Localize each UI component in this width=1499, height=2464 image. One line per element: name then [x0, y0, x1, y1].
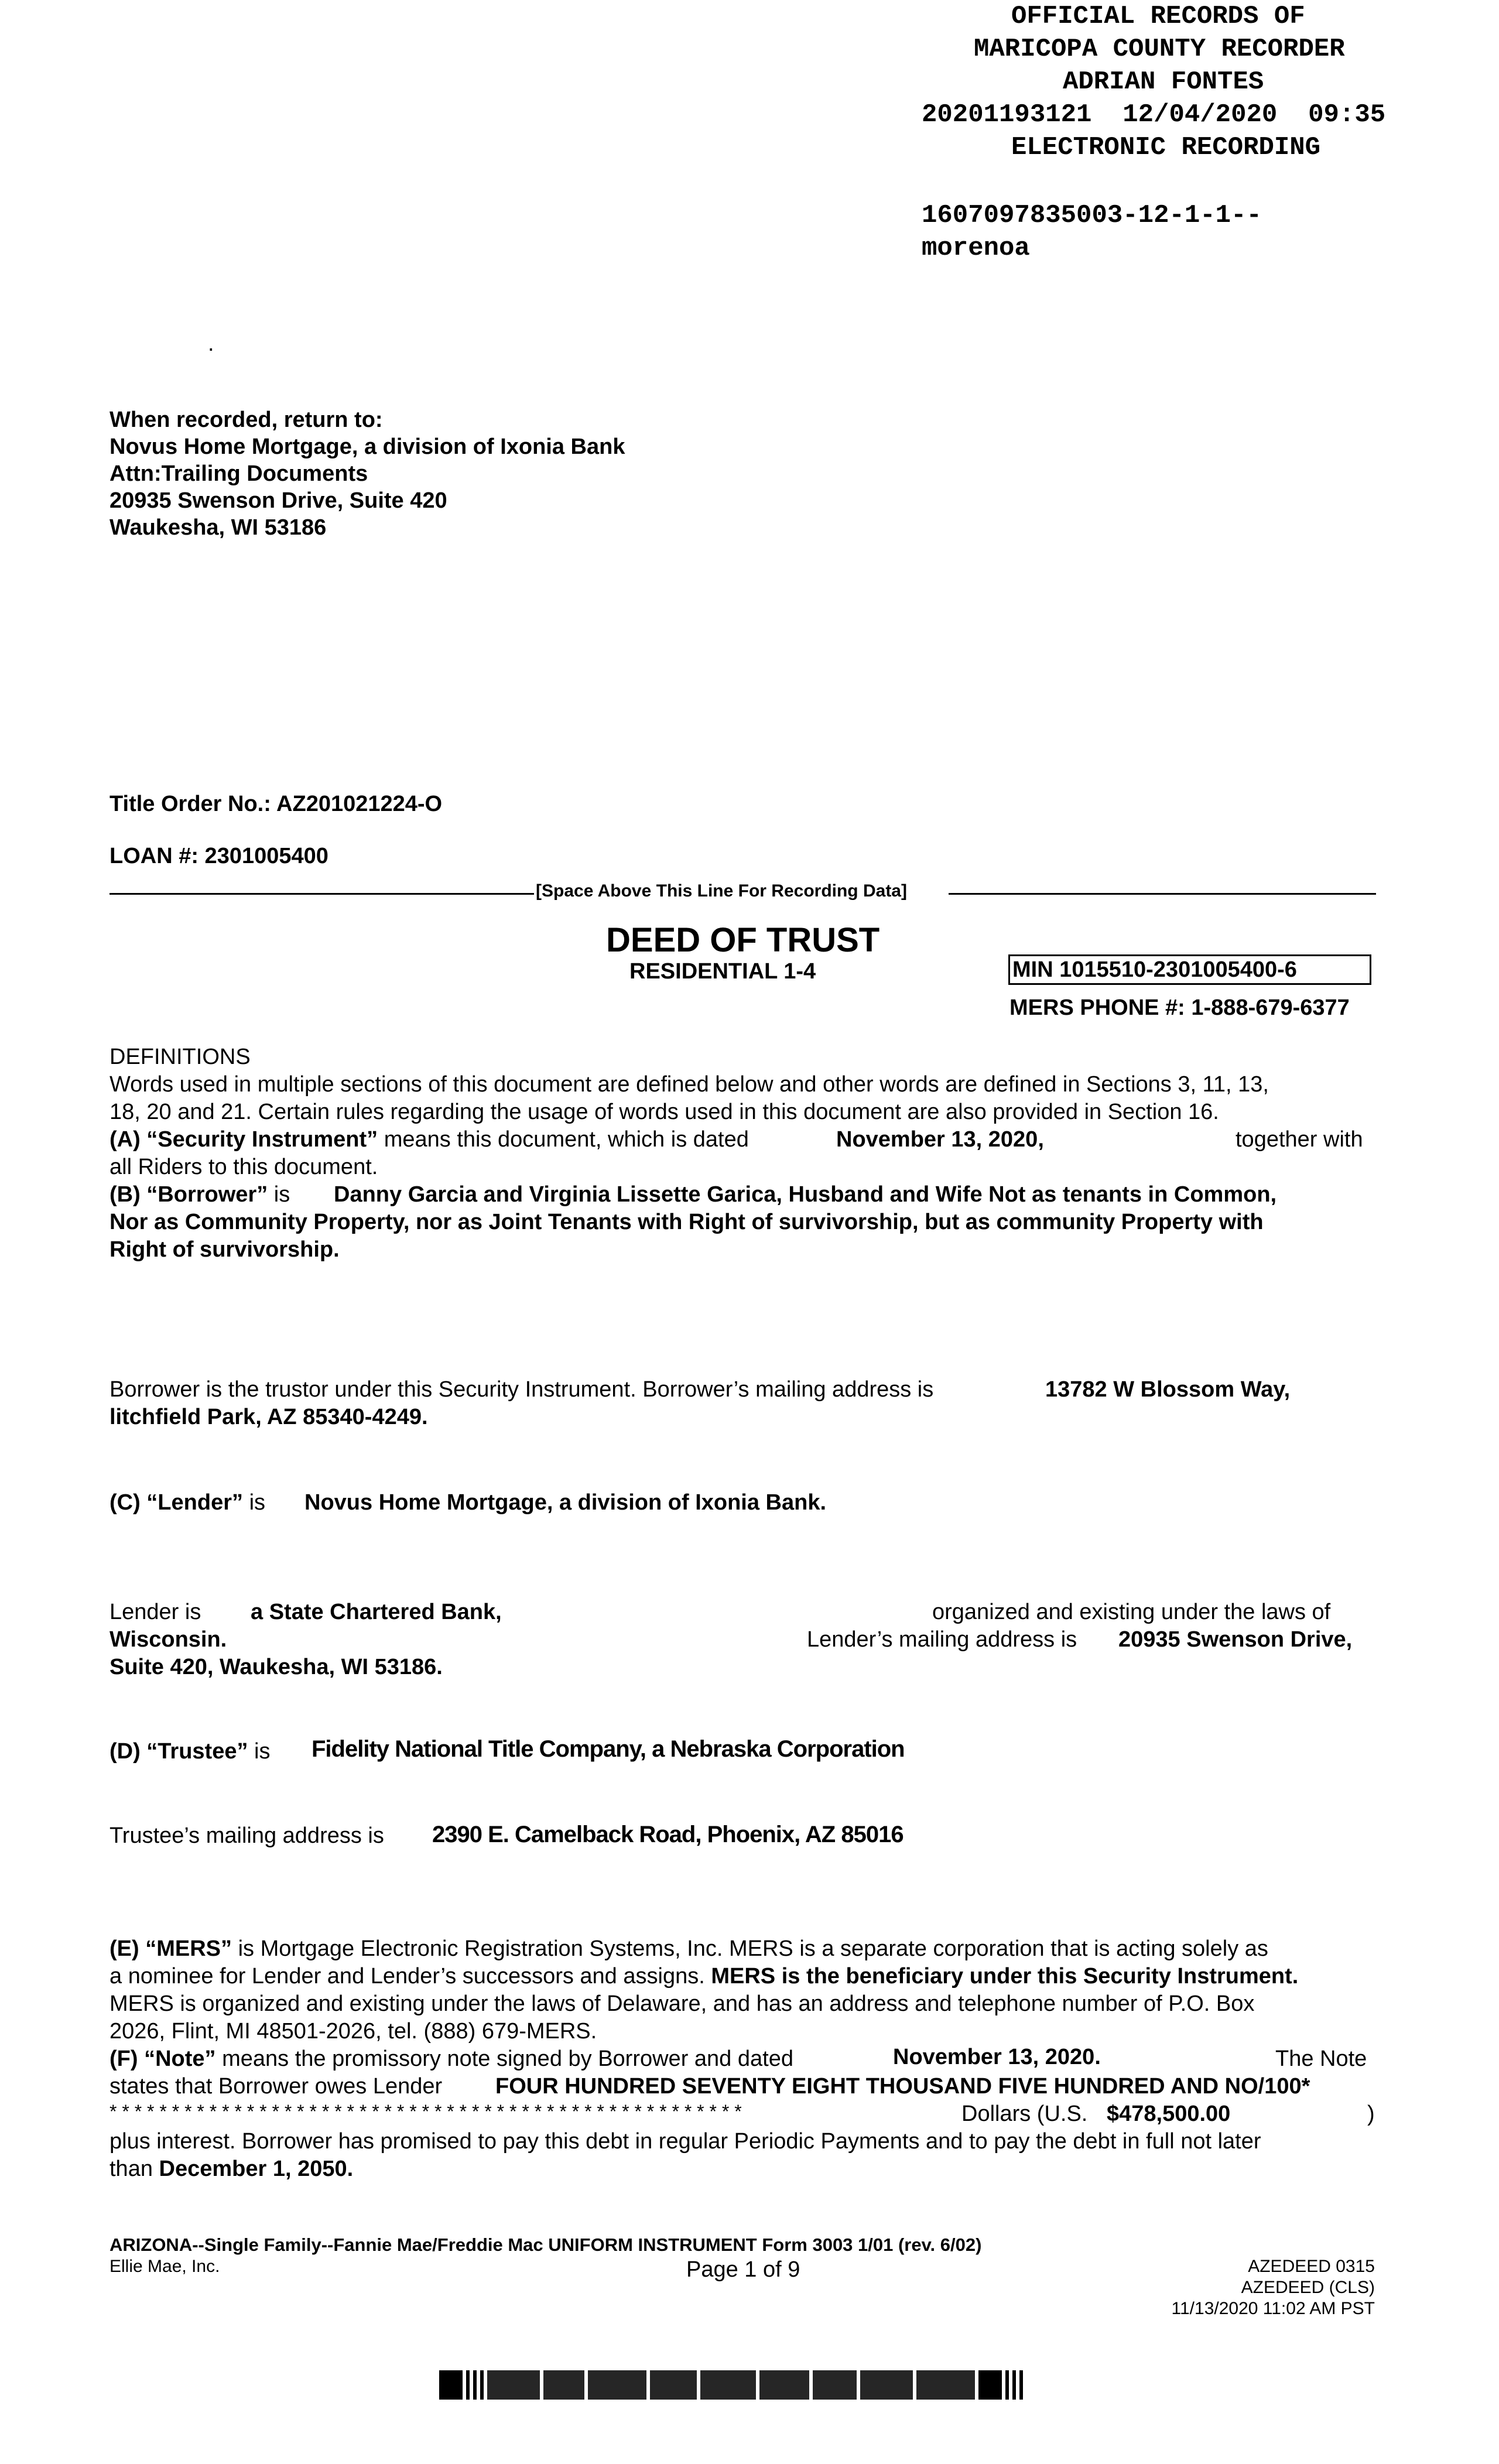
definition-e-text: a nominee for Lender and Lender’s successors and assigns. [109, 1964, 705, 1989]
borrower-names: Nor as Community Property, nor as Joint Tenants with Right of survivorship, but as community Property with [109, 1210, 1264, 1234]
definition-f-text: plus interest. Borrower has promised to pay this debt in regular Periodic Payments and to pay the debt in full not later [109, 2129, 1261, 2154]
definition-f-text: states that Borrower owes Lender [109, 2074, 443, 2099]
definition-e-text: MERS is organized and existing under the laws of Delaware, and has an address and telephone number of P.O. Box [109, 1991, 1255, 2016]
definitions-intro: Words used in multiple sections of this document are defined below and other words are defined in Sections 3, 11, 13, [109, 1072, 1269, 1097]
stamp-line: ELECTRONIC RECORDING [1011, 133, 1321, 162]
trustee-address: 2390 E. Camelback Road, Phoenix, AZ 85016 [432, 1822, 903, 1847]
return-to-line: Attn:Trailing Documents [109, 461, 368, 486]
stamp-line: MARICOPA COUNTY RECORDER [974, 35, 1345, 64]
stamp-id: 1607097835003-12-1-1-- [922, 201, 1262, 230]
lender-mailing-address: 20935 Swenson Drive, [1118, 1627, 1353, 1652]
definition-b [109, 1181, 290, 1209]
definition-a-label: (A) “Security Instrument” [109, 1127, 378, 1152]
return-to-line: 20935 Swenson Drive, Suite 420 [109, 488, 447, 513]
definition-f-text: than [109, 2157, 153, 2181]
borrower-address: litchfield Park, AZ 85340-4249. [109, 1405, 428, 1429]
definition-e-label: (E) “MERS” [109, 1936, 232, 1961]
recorder-stamp [913, 0, 1499, 164]
min-box: MIN 1015510-2301005400-6 [1008, 954, 1371, 985]
definition-a-text: means this document, which is dated [384, 1127, 749, 1152]
definition-b-label: (B) “Borrower” [109, 1182, 268, 1207]
definition-d [109, 1738, 271, 1765]
definition-c [109, 1489, 265, 1517]
definition-f-final [109, 2155, 353, 2183]
dollars-label: Dollars (U.S. [961, 2102, 1088, 2126]
definition-a-text: together with [1236, 1127, 1363, 1152]
stamp-line: ADRIAN FONTES [1063, 67, 1264, 97]
document-subtitle: RESIDENTIAL 1-4 [629, 959, 816, 984]
definition-e-line [109, 1963, 1298, 1990]
definition-b-is: is [273, 1182, 290, 1207]
definition-e [109, 1935, 1268, 1963]
borrower-names: Right of survivorship. [109, 1237, 340, 1262]
note-amount: $478,500.00 [1107, 2102, 1231, 2126]
lender-mailing-text: Lender’s mailing address is [807, 1627, 1077, 1652]
separator-line-left [109, 893, 534, 895]
definition-d-is: is [254, 1739, 271, 1764]
borrower-address: 13782 W Blossom Way, [1045, 1377, 1291, 1402]
return-to-heading: When recorded, return to: [109, 408, 383, 432]
borrower-address-text: Borrower is the trustor under this Security Instrument. Borrower’s mailing address is [109, 1377, 934, 1402]
stray-dot: . [208, 331, 214, 356]
lender-mailing-address: Suite 420, Waukesha, WI 53186. [109, 1655, 443, 1679]
definitions-intro: 18, 20 and 21. Certain rules regarding the usage of words used in this document are also provided in Section 16. [109, 1100, 1219, 1124]
lender-is-text: Lender is [109, 1600, 201, 1624]
definitions-heading: DEFINITIONS [109, 1045, 251, 1069]
note-amount-words: FOUR HUNDRED SEVENTY EIGHT THOUSAND FIVE HUNDRED AND NO/100* [495, 2074, 1310, 2099]
stamp-user: morenoa [922, 234, 1030, 263]
separator-line-right [949, 893, 1376, 895]
note-date: November 13, 2020. [893, 2045, 1101, 2069]
return-to-line: Novus Home Mortgage, a division of Ixonia Bank [109, 434, 625, 459]
asterisk-fill: * * * * * * * * * * * * * * * * * * * * * * * * * * * * * * * * * * * * * * * * * * * * * * * * * * * [109, 2101, 742, 2122]
definition-a-text: all Riders to this document. [109, 1155, 378, 1179]
loan-number: LOAN #: 2301005400 [109, 844, 328, 868]
definition-e-text: 2026, Flint, MI 48501-2026, tel. (888) 679-MERS. [109, 2019, 597, 2044]
title-order-number: Title Order No.: AZ201021224-O [109, 792, 443, 816]
security-instrument-date: November 13, 2020, [836, 1127, 1044, 1152]
return-to-line: Waukesha, WI 53186 [109, 515, 327, 540]
definition-f-label: (F) “Note” [109, 2047, 216, 2071]
dollars-close: ) [1367, 2102, 1375, 2126]
lender-type: a State Chartered Bank, [251, 1600, 502, 1624]
definition-d-label: (D) “Trustee” [109, 1739, 248, 1764]
page-number: Page 1 of 9 [686, 2257, 800, 2282]
lender-state: Wisconsin. [109, 1627, 227, 1652]
space-above-label: [Space Above This Line For Recording Data] [536, 881, 907, 901]
stamp-line: OFFICIAL RECORDS OF [1011, 2, 1305, 31]
lender-name: Novus Home Mortgage, a division of Ixonia Bank. [304, 1490, 827, 1515]
lender-org-text: organized and existing under the laws of [932, 1600, 1331, 1624]
timestamp: 11/13/2020 11:02 AM PST [1171, 2299, 1375, 2318]
definition-f-text: The Note [1275, 2047, 1367, 2071]
form-code: AZEDEED (CLS) [1241, 2278, 1375, 2297]
definition-c-label: (C) “Lender” [109, 1490, 243, 1515]
form-footer: ARIZONA--Single Family--Fannie Mae/Freddie Mac UNIFORM INSTRUMENT Form 3003 1/01 (rev. 6/02) [109, 2234, 982, 2255]
borrower-names: Danny Garcia and Virginia Lissette Garica, Husband and Wife Not as tenants in Common, [334, 1182, 1277, 1207]
mers-beneficiary: MERS is the beneficiary under this Security Instrument. [711, 1964, 1299, 1989]
maturity-date: December 1, 2050. [159, 2157, 354, 2181]
stamp-recording-number: 20201193121 12/04/2020 09:35 [922, 100, 1386, 129]
company-footer: Ellie Mae, Inc. [109, 2257, 220, 2276]
document-title: DEED OF TRUST [606, 921, 880, 959]
form-code: AZEDEED 0315 [1248, 2257, 1375, 2276]
definition-f [109, 2045, 793, 2073]
definition-f-text: means the promissory note signed by Borrower and dated [222, 2047, 793, 2071]
mers-phone: MERS PHONE #: 1-888-679-6377 [1009, 995, 1350, 1020]
trustee-address-text: Trustee’s mailing address is [109, 1823, 384, 1848]
definition-e-text: is Mortgage Electronic Registration Systems, Inc. MERS is a separate corporation that is acting solely as [238, 1936, 1268, 1961]
trustee-name: Fidelity National Title Company, a Nebraska Corporation [312, 1736, 905, 1762]
return-to-block [109, 406, 625, 541]
definition-a [109, 1126, 749, 1154]
definition-c-is: is [249, 1490, 266, 1515]
barcode [439, 2370, 1042, 2400]
